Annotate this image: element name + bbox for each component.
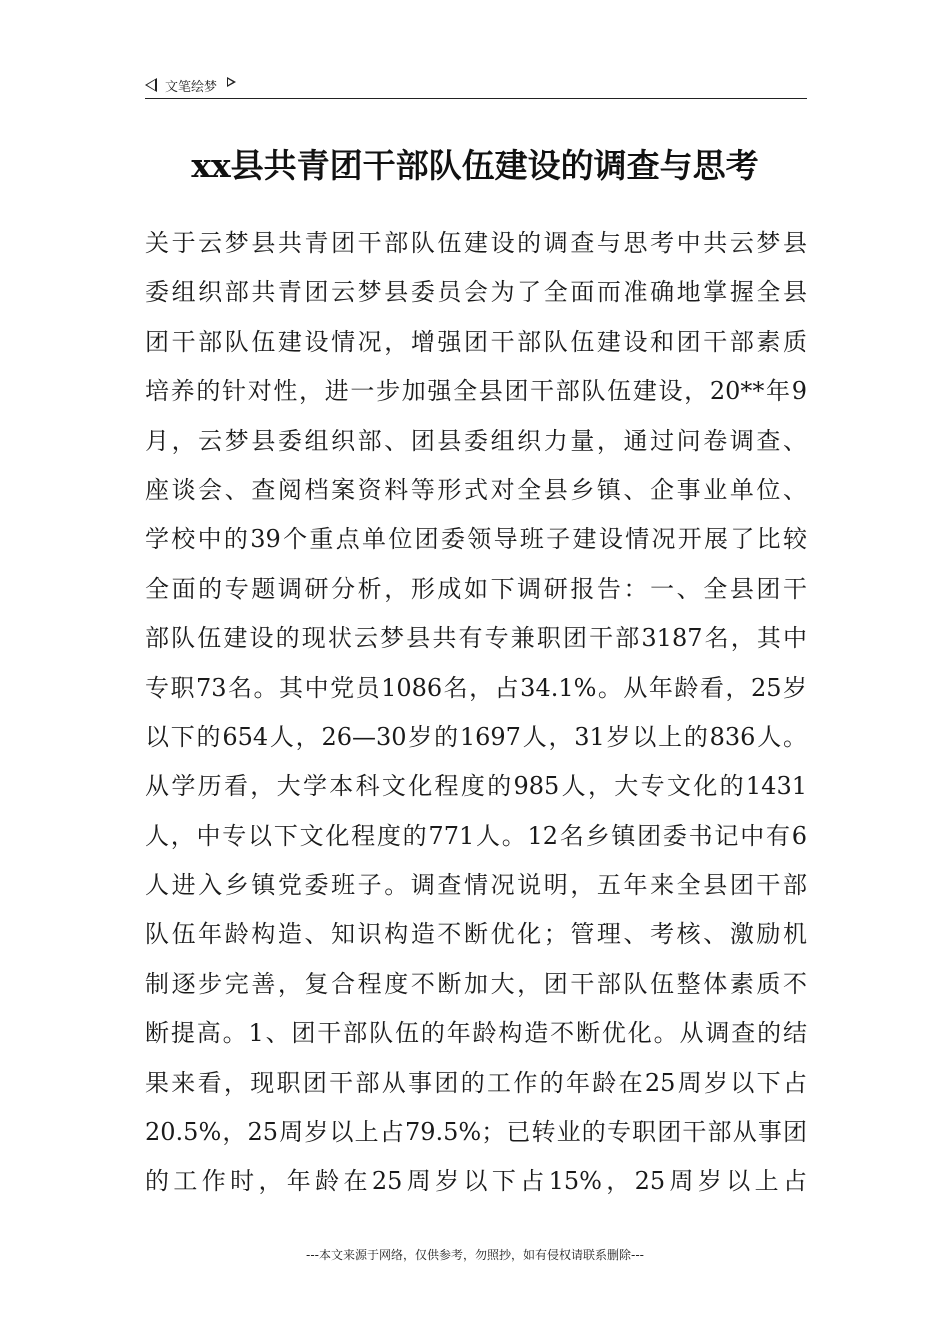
body-line: 从学历看，大学本科文化程度的985人，大专文化的1431 — [145, 772, 807, 801]
body-line: 学校中的39个重点单位团委领导班子建设情况开展了比较 — [145, 525, 807, 554]
body-line: 断提高。1、团干部队伍的年龄构造不断优化。从调查的结 — [145, 1019, 807, 1048]
body-line: 部队伍建设的现状云梦县共有专兼职团干部3187名，其中 — [145, 624, 807, 653]
page-header — [145, 72, 807, 99]
body-line: 人进入乡镇党委班子。调查情况说明，五年来全县团干部 — [145, 871, 807, 900]
body-line: 座谈会、查阅档案资料等形式对全县乡镇、企事业单位、 — [145, 475, 807, 504]
body-line: 培养的针对性，进一步加强全县团干部队伍建设，20**年9 — [145, 377, 807, 406]
header-brand: 文笔绘梦 — [165, 79, 218, 95]
body-line: 团干部队伍建设情况，增强团干部队伍建设和团干部素质 — [145, 327, 807, 356]
body-line: 20.5%，25周岁以上占79.5%；已转业的专职团干部从事团 — [145, 1118, 807, 1147]
body-line: 人，中专以下文化程度的771人。12名乡镇团委书记中有6 — [145, 821, 807, 850]
footer-disclaimer: ---本文来源于网络，仅供参考，勿照抄，如有侵权请联系删除--- — [306, 1248, 644, 1262]
body-line: 队伍年龄构造、知识构造不断优化；管理、考核、激励机 — [145, 920, 807, 949]
body-line: 月，云梦县委组织部、团县委组织力量，通过问卷调查、 — [145, 426, 807, 455]
document-body — [145, 219, 807, 1207]
body-line: 关于云梦县共青团干部队伍建设的调查与思考中共云梦县 — [145, 229, 807, 257]
body-line: 委组织部共青团云梦县委员会为了全面而准确地掌握全县 — [145, 278, 807, 307]
body-line: 的工作时，年龄在25周岁以下占15%，25周岁以上占 — [145, 1167, 807, 1196]
body-line: 专职73名。其中党员1086名，占34.1%。从年龄看，25岁 — [145, 673, 807, 702]
body-line: 全面的专题调研分析，形成如下调研报告：一、全县团干 — [145, 574, 807, 603]
body-line: 制逐步完善，复合程度不断加大，团干部队伍整体素质不 — [145, 969, 807, 998]
body-line: 以下的654人，26—30岁的1697人，31岁以上的836人。 — [145, 722, 807, 751]
body-line: 果来看，现职团干部从事团的工作的年龄在25周岁以下占 — [145, 1068, 807, 1097]
triangle-left-icon — [145, 78, 157, 92]
triangle-right-icon — [227, 77, 236, 87]
document-title: xx县共青团干部队伍建设的调查与思考 — [191, 146, 759, 185]
